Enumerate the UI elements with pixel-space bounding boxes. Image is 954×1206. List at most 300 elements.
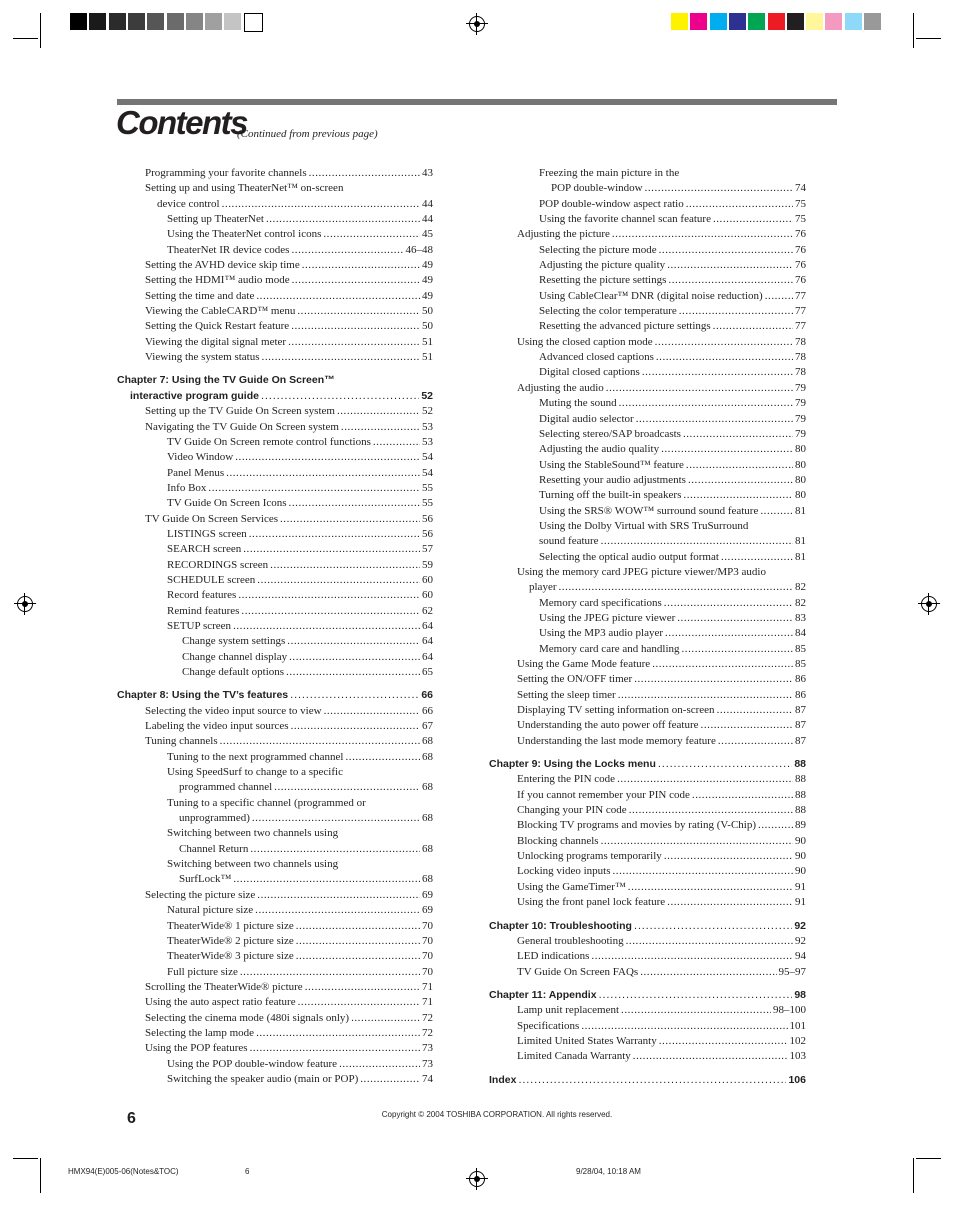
dot-leader [664,596,793,611]
toc-entry[interactable] [117,243,433,258]
toc-entry[interactable] [489,880,806,895]
toc-entry-page: 74 [422,1072,433,1085]
toc-entry-page: 53 [422,435,433,448]
toc-entry-title: Limited United States Warranty [517,1034,657,1047]
color-swatch [89,13,106,30]
toc-entry[interactable] [489,212,806,227]
toc-entry[interactable] [117,634,433,649]
toc-entry-page: 84 [795,627,806,640]
toc-entry-title: Chapter 8: Using the TV’s features [117,689,289,702]
toc-entry-page: 73 [422,1042,433,1055]
toc-entry-page: 76 [795,243,806,256]
dot-leader [337,373,431,388]
toc-entry[interactable] [489,166,806,181]
toc-entry-title: Using CableClear™ DNR (digital noise reduction) [539,289,763,302]
dot-leader [291,719,420,734]
toc-entry-page: 57 [422,543,433,556]
toc-entry-title: Setting the time and date [145,289,255,302]
toc-entry[interactable] [489,834,806,849]
toc-entry-page: 52 [421,389,433,402]
toc-chapter-entry[interactable] [489,1073,806,1088]
toc-entry[interactable] [117,1011,433,1026]
toc-entry-page: 103 [789,1050,806,1063]
toc-entry[interactable] [489,350,806,365]
toc-entry[interactable] [117,719,433,734]
toc-entry[interactable] [117,765,433,780]
toc-entry[interactable] [117,780,433,795]
toc-entry[interactable] [489,335,806,350]
toc-entry[interactable] [489,458,806,473]
toc-entry[interactable] [117,1041,433,1056]
toc-entry[interactable] [117,304,433,319]
toc-entry[interactable] [117,350,433,365]
dot-leader [208,481,420,496]
page-number: 6 [127,1110,136,1127]
dot-leader [636,412,793,427]
toc-entry-title: Switching between two channels using [167,858,339,871]
toc-entry-title: TV Guide On Screen remote control functions [167,435,371,448]
toc-entry[interactable] [117,857,433,872]
toc-entry-title: Memory card care and handling [539,642,680,655]
toc-entry[interactable] [117,481,433,496]
toc-entry-title: Blocking channels [517,834,599,847]
dot-leader [341,420,420,435]
toc-entry-title: Adjusting the audio quality [539,443,660,456]
toc-entry-page: 70 [422,950,433,963]
dot-leader [340,826,431,841]
toc-entry[interactable] [489,818,806,833]
toc-entry-title: Selecting the cinema mode (480i signals only) [145,1011,350,1024]
dot-leader [645,181,793,196]
toc-entry[interactable] [117,903,433,918]
toc-entry[interactable] [489,611,806,626]
toc-entry[interactable] [117,166,433,181]
toc-entry[interactable] [489,381,806,396]
dot-leader [305,980,420,995]
dot-leader [683,488,793,503]
toc-entry-title: LED indications [517,950,590,963]
toc-entry-page: 88 [794,758,806,771]
toc-entry[interactable] [489,718,806,733]
color-swatch [729,13,746,30]
toc-entry-title: Advanced closed captions [539,351,654,364]
toc-entry-page: 71 [422,980,433,993]
toc-entry-page: 67 [422,720,433,733]
toc-entry[interactable] [117,335,433,350]
toc-entry[interactable] [117,949,433,964]
toc-entry[interactable] [489,703,806,718]
toc-entry-title: Using the SRS® WOW™ surround sound feature [539,504,759,517]
crop-mark [916,38,941,39]
toc-right-column [489,166,806,1088]
toc-entry[interactable] [489,1034,806,1049]
toc-entry-title: TheaterWide® 1 picture size [167,919,294,932]
dot-leader [591,949,793,964]
toc-entry-title: Selecting the optical audio output format [539,550,719,563]
toc-entry[interactable] [489,427,806,442]
toc-entry[interactable] [117,872,433,887]
section-gap [489,980,806,988]
toc-entry[interactable] [117,258,433,273]
toc-entry-title: Change system settings [182,635,286,648]
toc-entry[interactable] [489,965,806,980]
dot-leader [713,319,793,334]
toc-entry-page: 106 [788,1073,806,1086]
toc-entry[interactable] [489,181,806,196]
toc-entry-page: 70 [422,934,433,947]
dot-leader [302,258,420,273]
toc-entry-title: interactive program guide [130,389,259,402]
toc-entry[interactable] [117,934,433,949]
toc-entry-title: Selecting the video input source to view [145,704,322,717]
toc-entry[interactable] [489,688,806,703]
toc-entry[interactable] [489,488,806,503]
toc-entry[interactable] [489,319,806,334]
toc-entry[interactable] [117,604,433,619]
dot-leader [581,1019,787,1034]
toc-entry[interactable] [117,995,433,1010]
toc-entry[interactable] [117,181,433,196]
toc-entry[interactable] [117,1057,433,1072]
toc-chapter-entry[interactable] [117,688,433,703]
toc-entry[interactable] [489,934,806,949]
dot-leader [599,988,793,1003]
toc-entry[interactable] [489,243,806,258]
dot-leader [668,273,793,288]
toc-entry-page: 82 [795,581,806,594]
toc-entry[interactable] [489,1003,806,1018]
toc-entry[interactable] [117,842,433,857]
toc-entry[interactable] [117,734,433,749]
toc-entry-title: Natural picture size [167,904,254,917]
toc-entry-page: 64 [422,635,433,648]
toc-entry-title: Change channel display [182,650,288,663]
toc-entry-title: Index [489,1073,517,1086]
toc-entry-page: 59 [422,558,433,571]
color-swatch [205,13,222,30]
toc-entry-page: 80 [795,473,806,486]
dot-leader [256,289,420,304]
toc-entry-page: 54 [422,466,433,479]
toc-entry[interactable] [117,1072,433,1087]
toc-entry-title: player [529,581,557,594]
toc-entry[interactable] [117,319,433,334]
toc-entry[interactable] [117,811,433,826]
toc-entry[interactable] [117,527,433,542]
toc-entry-title: Using the favorite channel scan feature [539,213,711,226]
toc-entry[interactable] [117,496,433,511]
toc-chapter-entry[interactable] [489,919,806,934]
color-swatch [167,13,184,30]
color-swatch [671,13,688,30]
dot-leader [351,1011,420,1026]
toc-entry[interactable] [489,672,806,687]
toc-chapter-entry[interactable] [489,757,806,772]
dot-leader [677,611,793,626]
dot-leader [339,1057,420,1072]
toc-entry[interactable] [117,573,433,588]
toc-entry[interactable] [489,642,806,657]
toc-entry[interactable] [489,580,806,595]
toc-entry-page: 72 [422,1026,433,1039]
toc-chapter-entry[interactable] [117,373,433,388]
toc-entry[interactable] [489,788,806,803]
toc-entry-title: TV Guide On Screen FAQs [517,965,639,978]
dot-leader [679,304,793,319]
toc-entry-title: sound feature [539,535,599,548]
copyright-notice: Copyright © 2004 TOSHIBA CORPORATION. All rights reserved. [381,1110,613,1119]
color-swatch [186,13,203,30]
toc-entry[interactable] [117,888,433,903]
dot-leader [290,688,419,703]
toc-entry-page: 98 [794,988,806,1001]
dot-leader [518,1073,786,1088]
dot-leader [659,243,793,258]
toc-entry[interactable] [117,665,433,680]
toc-entry-title: TheaterNet IR device codes [167,243,290,256]
toc-entry-title: Digital closed captions [539,366,640,379]
crop-mark [913,1158,914,1193]
toc-entry-title: Understanding the auto power off feature [517,719,699,732]
toc-entry-title: Lamp unit replacement [517,1004,620,1017]
toc-entry[interactable] [117,965,433,980]
dot-leader [241,604,420,619]
color-swatch [748,13,765,30]
toc-entry-page: 80 [795,489,806,502]
toc-entry-title: SETUP screen [167,619,232,632]
toc-entry[interactable] [117,796,433,811]
dot-leader [618,688,793,703]
toc-entry-title: Labeling the video input sources [145,720,289,733]
dot-leader [243,542,420,557]
toc-entry[interactable] [489,304,806,319]
dot-leader [238,588,420,603]
toc-entry-page: 62 [422,604,433,617]
toc-entry[interactable] [117,542,433,557]
toc-entry[interactable] [489,864,806,879]
toc-entry[interactable] [117,826,433,841]
toc-entry[interactable] [117,980,433,995]
toc-entry[interactable] [489,1019,806,1034]
dot-leader [345,181,431,196]
dot-leader [280,512,420,527]
dot-leader [323,227,420,242]
toc-entry[interactable] [489,273,806,288]
toc-entry[interactable] [117,212,433,227]
toc-entry[interactable] [117,197,433,212]
toc-entry-page: 60 [422,573,433,586]
toc-entry[interactable] [489,289,806,304]
dot-leader [262,350,420,365]
toc-entry-page: 75 [795,213,806,226]
toc-entry-title: Tuning to the next programmed channel [167,750,344,763]
toc-entry[interactable] [117,1026,433,1041]
crop-mark [13,38,38,39]
toc-entry[interactable] [489,396,806,411]
toc-entry[interactable] [489,534,806,549]
toc-entry[interactable] [489,949,806,964]
toc-entry[interactable] [117,512,433,527]
toc-entry-page: 56 [422,512,433,525]
toc-entry-page: 60 [422,589,433,602]
toc-entry[interactable] [117,619,433,634]
toc-entry[interactable] [489,365,806,380]
toc-entry-title: Using the JPEG picture viewer [539,611,676,624]
dot-leader [642,365,793,380]
toc-entry[interactable] [489,803,806,818]
toc-entry[interactable] [489,596,806,611]
toc-entry-page: 89 [795,819,806,832]
color-swatch [710,13,727,30]
section-gap [489,749,806,757]
dot-leader [617,772,793,787]
toc-entry-title: Using SpeedSurf to change to a specific [167,766,343,779]
toc-entry[interactable] [117,704,433,719]
toc-entry-title: Selecting the picture size [145,888,256,901]
toc-entry-title: Viewing the system status [145,351,260,364]
dot-leader [686,458,793,473]
page-subtitle: (Continued from previous page) [237,128,378,140]
toc-entry-title: LISTINGS screen [167,527,247,540]
toc-entry[interactable] [489,504,806,519]
toc-entry-title: Using the TheaterNet control icons [167,228,322,241]
toc-entry-title: Selecting the picture mode [539,243,657,256]
toc-entry-title: Blocking TV programs and movies by rating (V-Chip) [517,819,757,832]
dot-leader [257,888,420,903]
toc-entry[interactable] [489,626,806,641]
toc-entry-title: General troubleshooting [517,934,624,947]
color-swatch [109,13,126,30]
dot-leader [718,734,793,749]
dot-leader [652,657,793,672]
dot-leader [634,919,792,934]
toc-entry-title: Using the POP features [145,1042,248,1055]
toc-entry-title: Using the front panel lock feature [517,896,666,909]
toc-entry[interactable] [117,750,433,765]
toc-entry-title: Using the auto aspect ratio feature [145,996,296,1009]
dot-leader [373,435,420,450]
dot-leader [296,919,420,934]
toc-entry[interactable] [117,435,433,450]
toc-entry-title: Navigating the TV Guide On Screen system [145,420,339,433]
dot-leader [667,258,793,273]
toc-entry[interactable] [489,734,806,749]
toc-entry[interactable] [489,772,806,787]
dot-leader [345,765,431,780]
toc-entry-title: Using the memory card JPEG picture viewer/MP3 audio [517,565,766,578]
toc-entry-page: 74 [795,182,806,195]
page-title: Contents [116,104,247,141]
toc-entry-title: Setting the HDMI™ audio mode [145,274,290,287]
toc-entry[interactable] [489,1049,806,1064]
toc-entry[interactable] [489,519,806,534]
toc-entry[interactable] [489,849,806,864]
dot-leader [360,1072,420,1087]
toc-entry-title: Displaying TV setting information on-screen [517,704,715,717]
toc-entry[interactable] [117,558,433,573]
toc-entry-title: Viewing the CableCARD™ menu [145,305,296,318]
toc-entry-page: 79 [795,381,806,394]
toc-entry[interactable] [489,258,806,273]
dot-leader [298,995,420,1010]
toc-entry-page: 69 [422,888,433,901]
toc-entry-page: 102 [789,1034,806,1047]
dot-leader [629,803,793,818]
toc-entry-title: Chapter 7: Using the TV Guide On Screen™ [117,374,335,387]
crop-mark [13,1158,38,1159]
toc-entry[interactable] [117,289,433,304]
toc-entry[interactable] [489,895,806,910]
dot-leader [257,573,420,588]
toc-entry-page: 54 [422,451,433,464]
toc-entry-page: 77 [795,289,806,302]
toc-entry-page: 98–100 [773,1004,806,1017]
toc-entry-title: Using the Game Mode feature [517,658,651,670]
toc-entry-page: 55 [422,481,433,494]
toc-entry[interactable] [489,565,806,580]
color-swatch [825,13,842,30]
color-swatch [845,13,862,30]
toc-entry[interactable] [489,197,806,212]
toc-entry[interactable] [117,650,433,665]
color-swatch [128,13,145,30]
toc-entry[interactable] [117,466,433,481]
dot-leader [686,197,793,212]
dot-leader [758,818,793,833]
toc-left-column [117,166,433,1087]
toc-entry-page: 86 [795,673,806,686]
toc-entry[interactable] [117,420,433,435]
toc-entry-page: 64 [422,650,433,663]
toc-entry[interactable] [117,404,433,419]
dot-leader [683,427,793,442]
dot-leader [621,1003,771,1018]
toc-entry[interactable] [489,412,806,427]
toc-entry-page: 92 [794,919,806,932]
toc-entry[interactable] [489,550,806,565]
toc-entry-title: Setting the Quick Restart feature [145,320,290,333]
toc-entry-page: 86 [795,688,806,701]
toc-entry-page: 92 [795,934,806,947]
toc-entry[interactable] [489,442,806,457]
toc-entry[interactable] [117,450,433,465]
toc-chapter-entry[interactable] [117,389,433,404]
dot-leader [640,965,776,980]
toc-entry[interactable] [489,657,806,672]
toc-entry-page: 52 [422,405,433,418]
toc-chapter-entry[interactable] [489,988,806,1003]
dot-leader [266,212,420,227]
toc-entry[interactable] [117,919,433,934]
toc-entry-page: 95–97 [778,965,806,978]
toc-entry-page: 88 [795,788,806,801]
toc-entry[interactable] [117,227,433,242]
toc-entry-title: Resetting the picture settings [539,274,667,287]
toc-entry-page: 90 [795,850,806,863]
toc-entry-page: 51 [422,335,433,348]
toc-entry-page: 68 [422,812,433,825]
dot-leader [291,243,403,258]
toc-entry[interactable] [489,473,806,488]
toc-entry-page: 44 [422,213,433,226]
toc-entry-title: SCHEDULE screen [167,573,256,586]
dot-leader [256,1026,420,1041]
toc-entry[interactable] [117,588,433,603]
toc-entry-page: 77 [795,320,806,333]
toc-entry[interactable] [117,273,433,288]
dot-leader [612,227,793,242]
toc-entry[interactable] [489,227,806,242]
